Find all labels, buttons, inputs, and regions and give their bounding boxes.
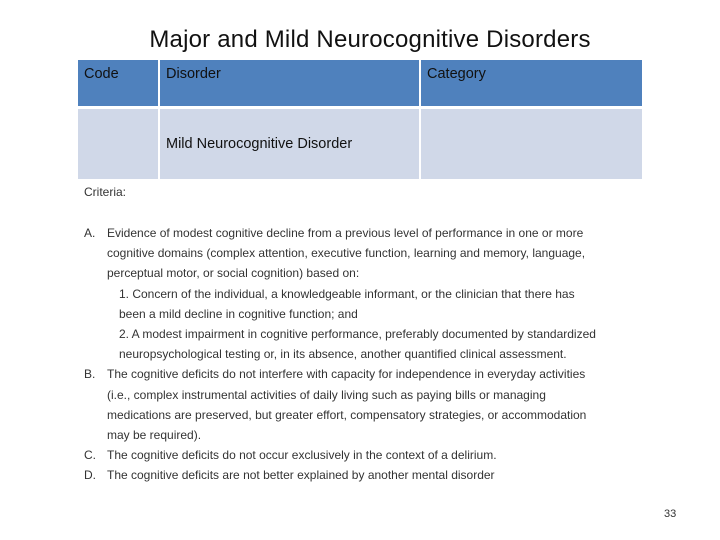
criterion-c: [84, 445, 604, 465]
criterion-a: [84, 223, 604, 364]
page-number: 33: [664, 508, 677, 520]
sub-criterion-2: 2. A modest impairment in cognitive performance, preferably documented by standardized neuropsychological testing or, in its absence, another quantified clinical assessment.: [119, 327, 596, 362]
table-cell-code: [78, 109, 158, 179]
criteria-label: Criteria:: [84, 185, 127, 199]
header-disorder-label: Disorder: [166, 66, 221, 82]
criterion-marker: C.: [84, 448, 96, 463]
table-cell-category: [421, 109, 642, 179]
slide-title: Major and Mild Neurocognitive Disorders: [149, 26, 591, 53]
table-cell-disorder: [160, 109, 419, 179]
criterion-text: The cognitive deficits do not interfere with capacity for independence in everyday activities (i.e., complex instrumental activities of daily living such as paying bills or managing medications are preserved, but greater effort, compensatory strategies, or accommodation may be required).: [107, 367, 587, 443]
header-code-label: Code: [84, 66, 119, 82]
criterion-d: [84, 465, 604, 485]
criterion-b: [84, 364, 604, 445]
criteria-list: [84, 223, 604, 486]
table-header-code: [78, 60, 158, 106]
header-category-label: Category: [427, 66, 486, 82]
criterion-text: The cognitive deficits are not better explained by another mental disorder: [107, 468, 495, 483]
cell-disorder-value: Mild Neurocognitive Disorder: [166, 136, 353, 152]
sub-criterion-1: 1. Concern of the individual, a knowledgeable informant, or the clinician that there has been a mild decline in cognitive function; and: [119, 286, 575, 321]
table-header-disorder: [160, 60, 419, 106]
criterion-text: The cognitive deficits do not occur exclusively in the context of a delirium.: [107, 448, 497, 463]
criterion-text: Evidence of modest cognitive decline from a previous level of performance in one or more cognitive domains (complex attention, executive function, learning and memory, language, perceptual motor, or social cognition) based on:: [107, 226, 586, 281]
criterion-marker: D.: [84, 468, 96, 483]
criterion-marker: B.: [84, 367, 96, 382]
table-header-category: [421, 60, 642, 106]
criterion-marker: A.: [84, 226, 96, 240]
